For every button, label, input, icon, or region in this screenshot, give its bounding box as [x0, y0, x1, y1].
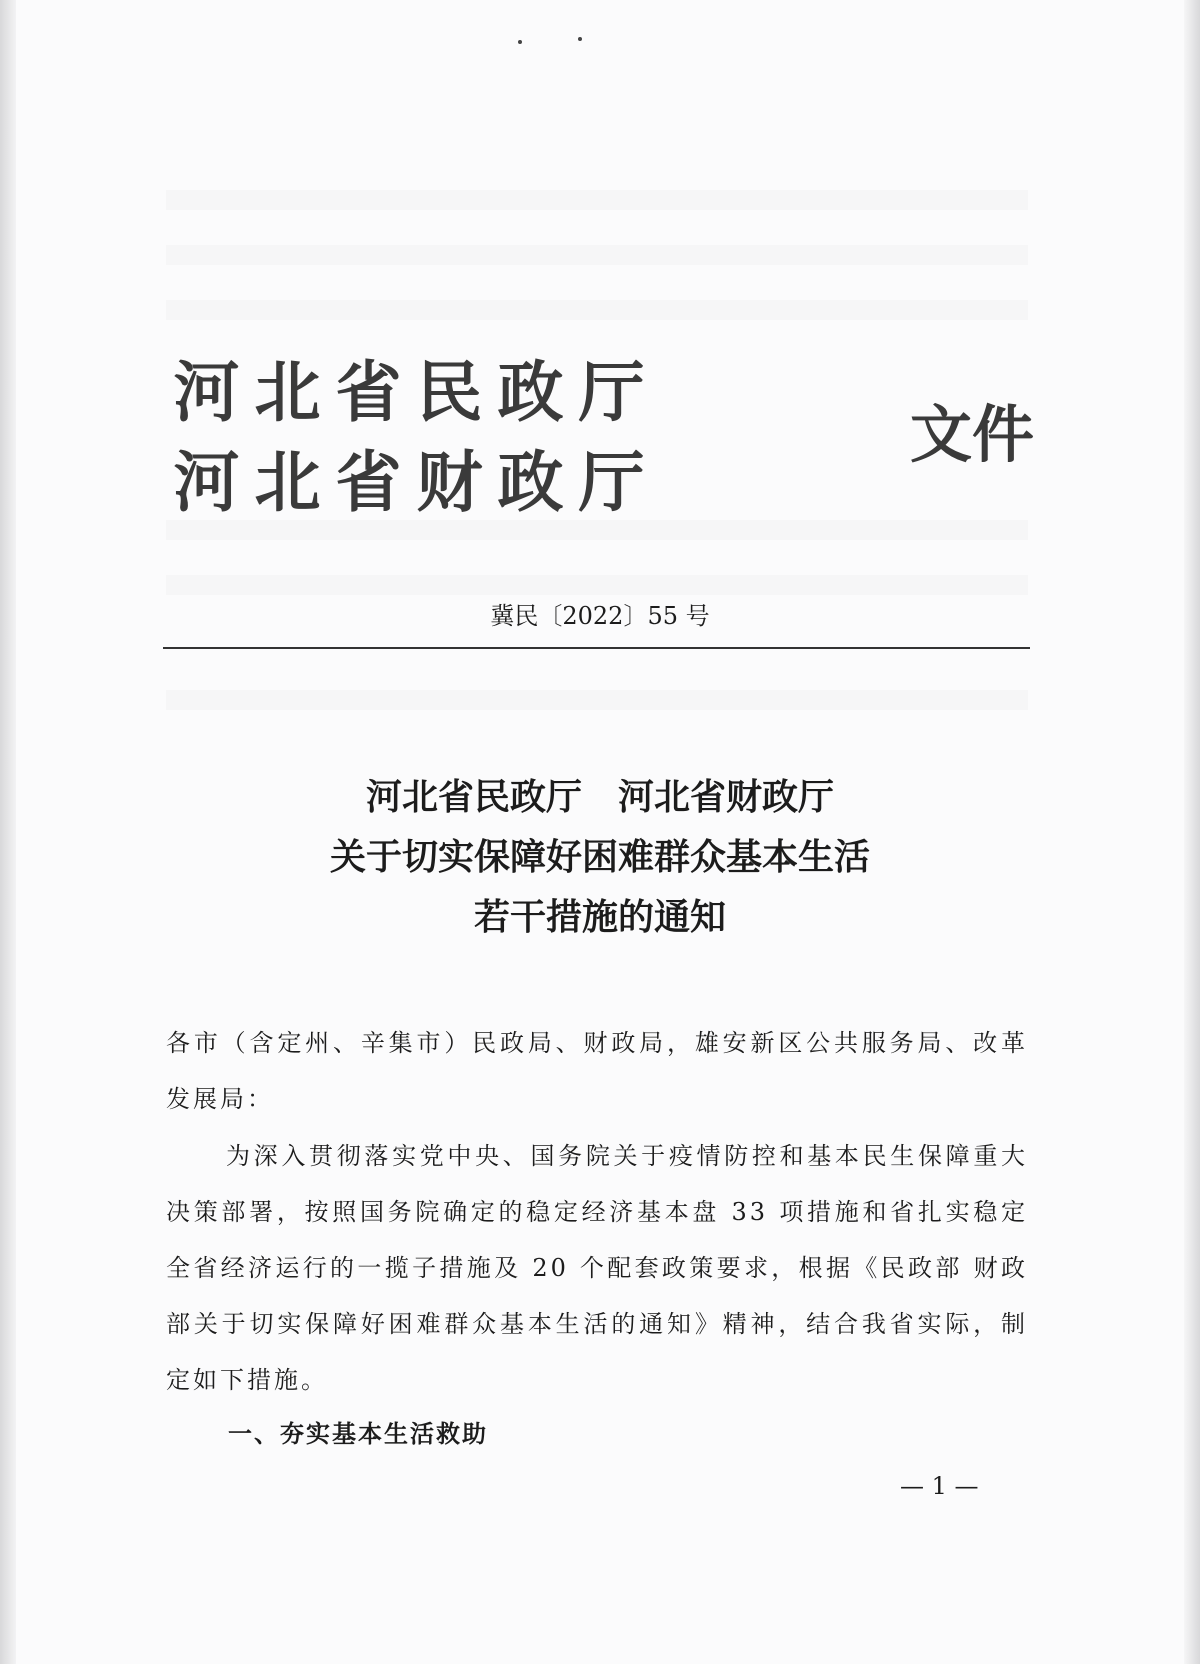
- agency-char: 省: [335, 443, 402, 521]
- agency-char: 政: [497, 443, 564, 521]
- body-paragraph: 为深入贯彻落实党中央、国务院关于疫情防控和基本民生保障重大决策部署，按照国务院确定的稳定经济基本盘 33 项措施和省扎实稳定全省经济运行的一揽子措施及 20 个配套政策要求，根据《民政部 财政部关于切实保障好困难群众基本生活的通知》精神，结合我省实际，制定如下措施。: [166, 1142, 1028, 1394]
- agency-char: 河: [173, 353, 240, 431]
- agency-header-line-2: [166, 445, 652, 519]
- staple-mark: [578, 37, 582, 41]
- document-number: 冀民〔2022〕55 号: [490, 602, 710, 630]
- agency-char: 民: [416, 353, 483, 431]
- agency-char: 北: [254, 443, 321, 521]
- agency-char: 省: [335, 353, 402, 431]
- document-title-line-2: 关于切实保障好困难群众基本生活: [329, 836, 870, 878]
- document-title-line-3: 若干措施的通知: [473, 896, 726, 938]
- agency-char: 北: [254, 353, 321, 431]
- staple-mark: [518, 40, 522, 44]
- bleed-through: [166, 575, 1028, 595]
- bleed-through: [166, 245, 1028, 265]
- addressee: 各市（含定州、辛集市）民政局、财政局，雄安新区公共服务局、改革发展局：: [166, 1029, 1028, 1113]
- agency-char: 政: [497, 353, 564, 431]
- section-heading: 一、夯实基本生活救助: [228, 1419, 488, 1448]
- document-title-line-1: 河北省民政厅 河北省财政厅: [365, 776, 834, 818]
- header-suffix: 文件: [910, 398, 1035, 471]
- bleed-through: [166, 520, 1028, 540]
- bleed-through: [166, 300, 1028, 320]
- agency-char: 财: [416, 443, 483, 521]
- header-divider: [163, 647, 1030, 649]
- agency-char: 河: [173, 443, 240, 521]
- agency-header-line-1: [166, 355, 652, 429]
- agency-char: 厅: [578, 443, 645, 521]
- bleed-through: [166, 190, 1028, 210]
- bleed-through: [166, 690, 1028, 710]
- page-number: — 1 —: [900, 1472, 979, 1500]
- agency-char: 厅: [578, 353, 645, 431]
